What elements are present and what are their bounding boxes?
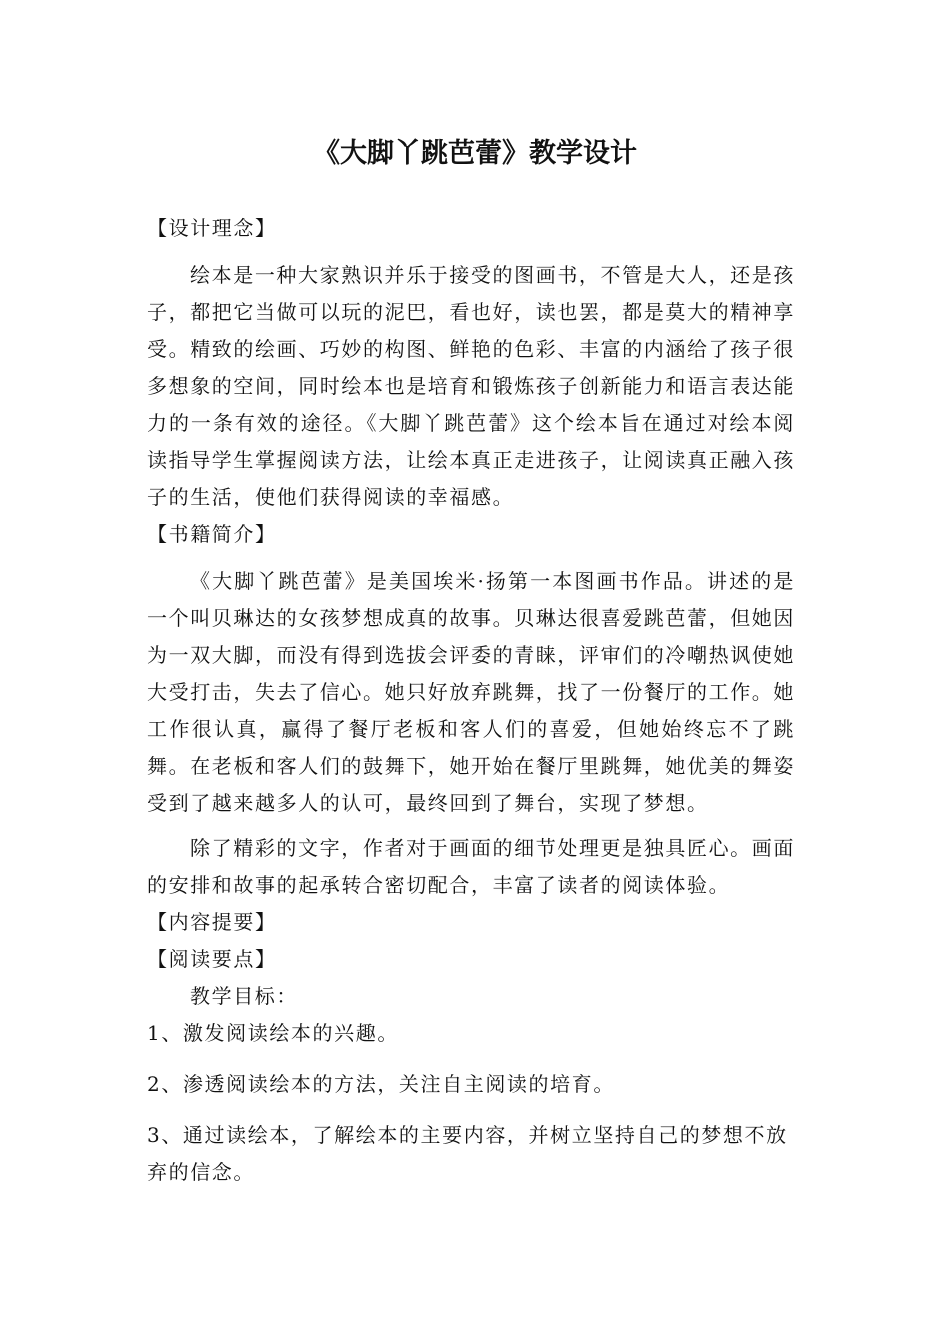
- book-intro-paragraph-2: 除了精彩的文字，作者对于画面的细节处理更是独具匠心。画面的安排和故事的起承转合密切配合，丰富了读者的阅读体验。: [147, 836, 795, 897]
- objective-item-3: 3、通过读绘本，了解绘本的主要内容，并树立坚持自己的梦想不放弃的信念。: [147, 1123, 788, 1184]
- document-body: [147, 210, 795, 1191]
- design-concept-paragraph: 绘本是一种大家熟识并乐于接受的图画书，不管是大人，还是孩子，都把它当做可以玩的泥巴，看也好，读也罢，都是莫大的精神享受。精致的绘画、巧妙的构图、鲜艳的色彩、丰富的内涵给了孩子很多想象的空间，同时绘本也是培育和锻炼孩子创新能力和语言表达能力的一条有效的途径。《大脚丫跳芭蕾》这个绘本旨在通过对绘本阅读指导学生掌握阅读方法，让绘本真正走进孩子，让阅读真正融入孩子的生活，使他们获得阅读的幸福感。: [147, 263, 795, 509]
- document-title: 《大脚丫跳芭蕾》教学设计: [313, 138, 637, 169]
- objective-item-1: 1、激发阅读绘本的兴趣。: [147, 1021, 399, 1045]
- design-concept-heading: 【设计理念】: [147, 216, 277, 240]
- book-intro-paragraph-1: 《大脚丫跳芭蕾》是美国埃米·扬第一本图画书作品。讲述的是一个叫贝琳达的女孩梦想成真的故事。贝琳达很喜爱跳芭蕾，但她因为一双大脚，而没有得到选拔会评委的青睐，评审们的冷嘲热讽使她大受打击，失去了信心。她只好放弃跳舞，找了一份餐厅的工作。她工作很认真，赢得了餐厅老板和客人们的喜爱，但她始终忘不了跳舞。在老板和客人们的鼓舞下，她开始在餐厅里跳舞，她优美的舞姿受到了越来越多人的认可，最终回到了舞台，实现了梦想。: [147, 569, 795, 815]
- objectives-label: 教学目标：: [190, 984, 298, 1008]
- objective-item-2: 2、渗透阅读绘本的方法，关注自主阅读的培育。: [147, 1072, 615, 1096]
- book-intro-heading: 【书籍简介】: [147, 522, 277, 546]
- reading-points-heading: 【阅读要点】: [147, 947, 277, 971]
- content-summary-heading: 【内容提要】: [147, 910, 277, 934]
